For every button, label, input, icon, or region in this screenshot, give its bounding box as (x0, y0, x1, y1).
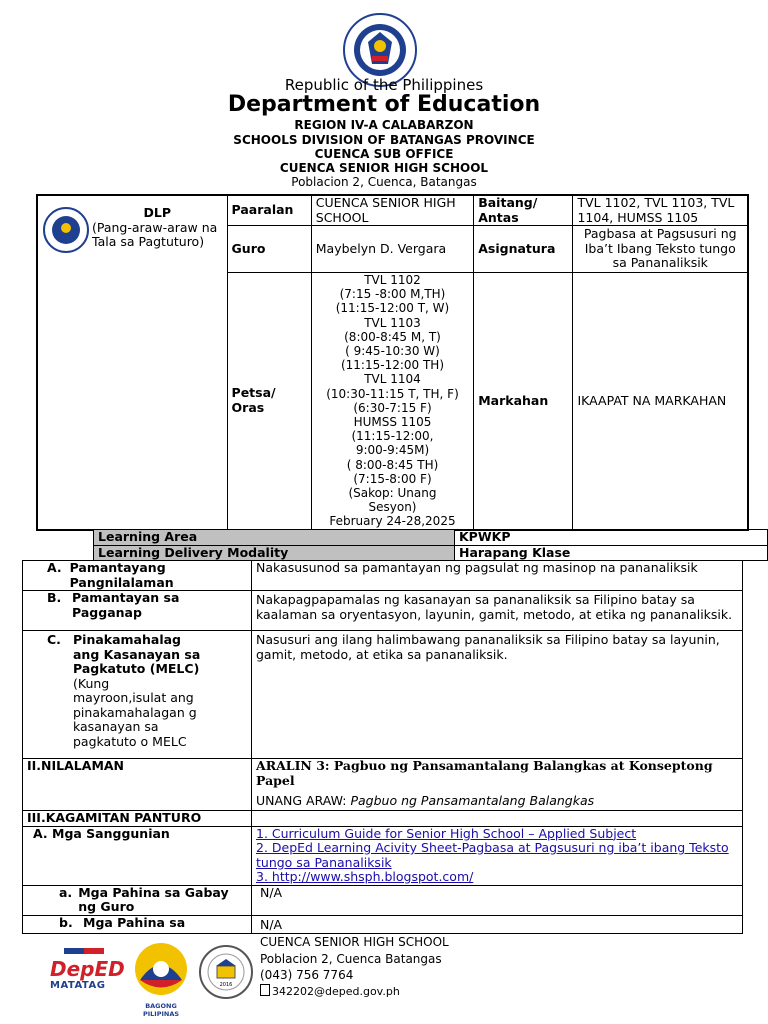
schedule-line: (7:15 -8:00 M,TH) (339, 287, 446, 302)
section-ii-label: II.NILALAMAN (23, 759, 252, 811)
pahina-b-title: Mga Pahina sa (83, 914, 186, 930)
dlp-cell (37, 195, 227, 530)
section-iii-empty (252, 811, 743, 827)
schedule-line: (11:15-12:00, (351, 429, 434, 444)
deped-flag-icon (64, 948, 104, 954)
footer-email-row (260, 984, 449, 1001)
content-table (22, 560, 743, 934)
email-icon (260, 984, 270, 996)
schedule-line: (7:15-8:00 F) (353, 471, 432, 486)
schedule-line: TVL 1102 (364, 273, 421, 287)
section-ii-title: ARALIN 3: Pagbuo ng Pansamantalang Balangkas at Konseptong Papel (256, 758, 713, 788)
dlp-desc: (Pang-araw-araw na Tala sa Pagtuturo) (92, 219, 218, 249)
section-a-header (23, 561, 252, 591)
info-table (36, 194, 749, 531)
sanggunian-label: A. Mga Sanggunian (23, 826, 252, 885)
section-c-header (23, 631, 252, 759)
schedule-line: (11:15-12:00 T, W) (335, 301, 450, 316)
header-region: REGION IV-A CALABARZON (294, 118, 474, 132)
learning-table (93, 529, 768, 561)
deped-logo-text: DepED (50, 957, 125, 981)
schedule-line: Sesyon) (368, 500, 417, 515)
section-a-letter: A. (47, 560, 62, 575)
pahina-guro-letter: a. (59, 884, 73, 900)
pahina-b-header (23, 915, 252, 933)
schedule-line: February 24-28,2025 (329, 514, 456, 529)
schedule-line: (Sakop: Unang (348, 486, 437, 501)
header-division: SCHOOLS DIVISION OF BATANGAS PROVINCE (233, 133, 535, 147)
sanggunian-links (252, 826, 743, 885)
section-ii-cell (252, 759, 743, 811)
header-department: Department of Education (227, 92, 541, 117)
asignatura-label: Asignatura (474, 226, 573, 273)
bagong-pilipinas-icon (130, 940, 192, 998)
matatag-text: MATATAG (50, 980, 106, 991)
schedule-line: TVL 1103 (364, 315, 421, 330)
deped-small-seal-icon (42, 206, 92, 258)
section-b-text: Nakapagpapamalas ng kasanayan sa pananaliksik sa Filipino batay sa kaalaman sa oryentasyon, layunin, gamit, metodo, at etika ng pananaliksik. (252, 591, 743, 631)
section-b-title: Pamantayan sa Pagganap (72, 590, 180, 620)
section-a-title: Pamantayang Pangnilalaman (69, 560, 174, 590)
paaralan-label: Paaralan (227, 195, 311, 226)
reference-link[interactable]: 2. DepEd Learning Acivity Sheet-Pagbasa at Pagsusuri ng iba’t ibang Teksto tungo sa Pananaliksik (256, 840, 729, 870)
schedule-cell (311, 273, 473, 530)
section-ii-day (256, 794, 738, 809)
cshs-seal-year: 2016 (219, 982, 233, 988)
pahina-b-letter: b. (59, 914, 73, 930)
pahina-guro-value: N/A (252, 885, 743, 915)
schedule-line: 9:00-9:45M) (355, 443, 430, 458)
pahina-guro-header (23, 885, 252, 915)
footer-school: CUENCA SENIOR HIGH SCHOOL (260, 935, 449, 949)
section-c-text: Nasusuri ang ilang halimbawang pananaliksik sa Filipino batay sa layunin, gamit, metodo, at etika sa pananaliksik. (252, 631, 743, 759)
footer-deped-logo (50, 948, 125, 998)
learning-area-value: KPWKP (455, 530, 768, 546)
learning-area-label: Learning Area (94, 530, 455, 546)
dlp-label: DLP (143, 205, 172, 220)
header-republic: Republic of the Philippines (284, 76, 484, 94)
petsa-label: Petsa/ Oras (227, 273, 311, 530)
markahan-value: IKAAPAT NA MARKAHAN (573, 273, 748, 530)
modality-value: Harapang Klase (455, 545, 768, 561)
bagong-pilipinas-text: BAGONG PILIPINAS (142, 1002, 180, 1018)
schedule-line: (6:30-7:15 F) (353, 400, 432, 415)
pahina-guro-title: Mga Pahina sa Gabay ng Guro (78, 884, 229, 914)
section-c-title: Pinakamahalag ang Kasanayan sa Pagkatuto (MELC) (73, 632, 201, 676)
section-b-header (23, 591, 252, 631)
footer-contact (260, 934, 449, 1000)
reference-link[interactable]: 1. Curriculum Guide for Senior High School – Applied Subject (256, 825, 637, 841)
section-a-text: Nakasusunod sa pamantayan ng pagsulat ng masinop na pananaliksik (252, 561, 743, 591)
header-sub-office: CUENCA SUB OFFICE (314, 147, 454, 161)
cshs-seal (198, 944, 254, 1000)
header-school: CUENCA SENIOR HIGH SCHOOL (279, 161, 489, 175)
section-c-letter: C. (47, 632, 61, 647)
modality-label: Learning Delivery Modality (94, 545, 455, 561)
paaralan-value: CUENCA SENIOR HIGH SCHOOL (311, 195, 473, 226)
day-text: Pagbuo ng Pansamantalang Balangkas (350, 793, 595, 808)
baitang-label: Baitang/ Antas (474, 195, 573, 226)
schedule-line: ( 8:00-8:45 TH) (346, 457, 439, 472)
footer-address: Poblacion 2, Cuenca Batangas (260, 951, 442, 966)
footer-email: 342202@deped.gov.ph (272, 984, 400, 998)
markahan-label: Markahan (474, 273, 573, 530)
reference-link[interactable]: 3. http://www.shsph.blogspot.com/ (256, 869, 474, 884)
schedule-line: HUMSS 1105 (353, 415, 432, 430)
schedule-line: (10:30-11:15 T, TH, F) (326, 386, 459, 401)
header-address: Poblacion 2, Cuenca, Batangas (291, 175, 477, 189)
schedule-line: (8:00-8:45 M, T) (344, 329, 441, 344)
schedule-line: (11:15-12:00 TH) (340, 358, 444, 373)
guro-value: Maybelyn D. Vergara (311, 226, 473, 273)
guro-label: Guro (227, 226, 311, 273)
baitang-value: TVL 1102, TVL 1103, TVL 1104, HUMSS 1105 (573, 195, 748, 226)
bagong-pilipinas-logo (130, 940, 192, 1018)
schedule-line: TVL 1104 (364, 372, 421, 387)
section-b-letter: B. (47, 590, 62, 605)
day-prefix: UNANG ARAW: (256, 793, 351, 808)
section-iii-label: III.KAGAMITAN PANTURO (23, 811, 252, 827)
pahina-b-value: N/A (252, 915, 743, 933)
asignatura-value: Pagbasa at Pagsusuri ng Iba’t Ibang Teksto tungo sa Pananaliksik (573, 226, 748, 273)
section-c-note: (Kung mayroon,isulat ang pinakamahalagan g kasanayan sa pagkatuto o MELC (73, 675, 197, 749)
schedule-line: ( 9:45-10:30 W) (345, 344, 440, 359)
footer-phone: (043) 756 7764 (260, 968, 354, 982)
